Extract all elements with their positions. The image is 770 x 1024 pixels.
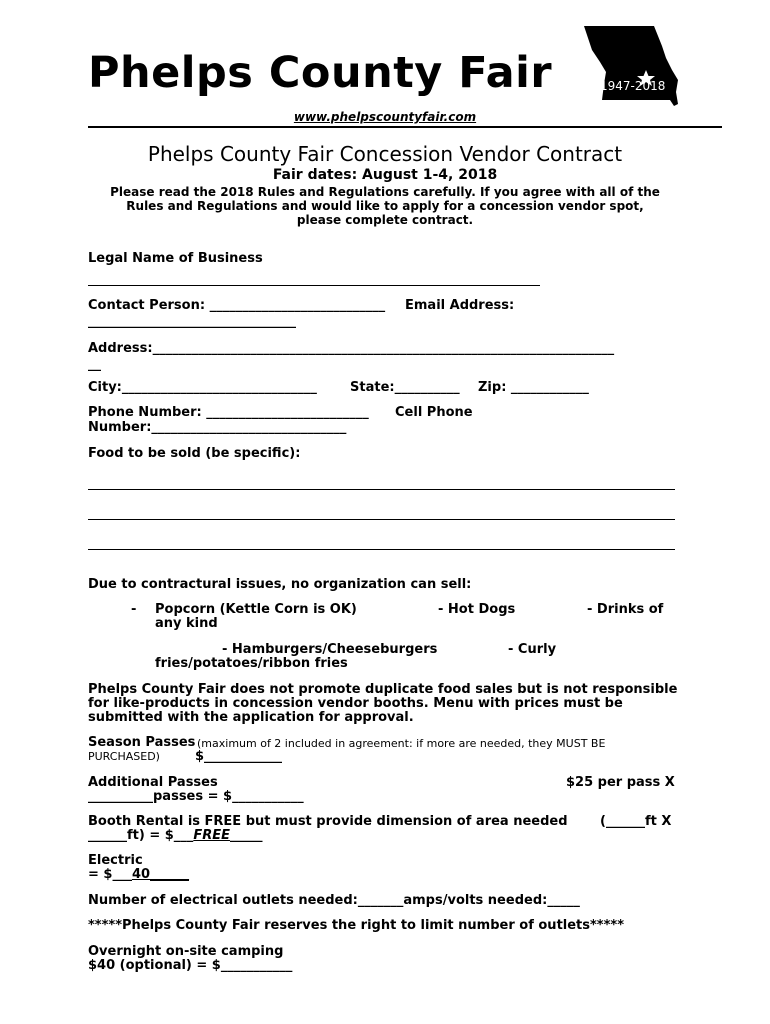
booth-dimension-line[interactable] <box>88 828 262 843</box>
legal-name-label: Legal Name of Business <box>88 251 263 266</box>
restriction-fries: fries/potatoes/ribbon fries <box>155 656 348 671</box>
electric-label: Electric <box>88 853 143 868</box>
booth-fee-tail: _____ <box>229 828 263 843</box>
missouri-map-logo <box>582 24 682 114</box>
intro-line-1: Please read the 2018 Rules and Regulations carefully. If you agree with all of the <box>110 185 660 199</box>
booth-free-value: FREE <box>193 828 230 843</box>
zip-field[interactable]: Zip: ____________ <box>478 380 589 395</box>
food-line-3[interactable] <box>88 549 675 550</box>
electric-outlets-field[interactable]: Number of electrical outlets needed:_______amps/volts needed:_____ <box>88 893 580 908</box>
cell-phone-label: Cell Phone <box>395 405 473 420</box>
restriction-hotdogs: - Hot Dogs <box>438 602 516 617</box>
years-badge: 1947-2018 <box>600 79 666 93</box>
season-passes-note: (maximum of 2 included in agreement: if more are needed, they MUST BE <box>197 737 606 750</box>
policy-line-1: Phelps County Fair does not promote duplicate food sales but is not responsible <box>88 682 678 697</box>
website-link[interactable]: www.phelpscountyfair.com <box>293 110 477 124</box>
restriction-bullet: - <box>131 602 137 617</box>
policy-line-2: for like-products in concession vendor booths. Menu with prices must be <box>88 696 623 711</box>
food-line-2[interactable] <box>88 519 675 520</box>
food-line-1[interactable] <box>88 489 675 490</box>
policy-line-3: submitted with the application for approval. <box>88 710 414 725</box>
legal-name-field[interactable] <box>88 285 540 286</box>
additional-passes-price: $25 per pass X <box>566 775 675 790</box>
fair-title: Phelps County Fair <box>88 48 553 98</box>
electric-fee-prefix: = $___ <box>88 867 132 882</box>
season-passes-label: Season Passes <box>88 735 196 750</box>
additional-passes-label: Additional Passes <box>88 775 218 790</box>
intro-line-3: please complete contract. <box>296 213 474 227</box>
booth-dimension-width[interactable]: (______ft X <box>600 814 672 829</box>
camping-label: Overnight on-site camping <box>88 944 284 959</box>
restriction-popcorn: Popcorn (Kettle Corn is OK) <box>155 602 357 617</box>
booth-dimension-depth[interactable]: ______ft) = $___ <box>88 828 194 843</box>
cell-number-field[interactable]: Number:______________________________ <box>88 420 347 435</box>
state-field[interactable]: State:__________ <box>350 380 460 395</box>
restriction-drinks-cont: any kind <box>155 616 218 631</box>
additional-passes-field[interactable]: __________passes = $___________ <box>88 789 304 804</box>
season-passes-note-2: PURCHASED) <box>88 750 160 763</box>
email-field[interactable]: ________________________________ <box>88 314 296 329</box>
restriction-curly: - Curly <box>508 642 557 657</box>
season-passes-amount[interactable]: $____________ <box>195 749 283 764</box>
address-field[interactable]: Address:_______________________________________________________________________ <box>88 341 615 356</box>
restriction-drinks: - Drinks of <box>587 602 664 617</box>
electric-fee <box>88 867 189 882</box>
intro-line-2: Rules and Regulations and would like to apply for a concession vendor spot, <box>126 199 644 213</box>
camping-fee-field[interactable]: $40 (optional) = $___________ <box>88 958 293 973</box>
food-label: Food to be sold (be specific): <box>88 446 301 461</box>
city-field[interactable]: City:______________________________ <box>88 380 317 395</box>
email-label: Email Address: <box>405 298 515 313</box>
phone-field[interactable]: Phone Number: _________________________ <box>88 405 369 420</box>
contact-person-field[interactable]: Contact Person: ___________________________ <box>88 298 386 313</box>
booth-rental-text: Booth Rental is FREE but must provide dimension of area needed <box>88 814 568 829</box>
contract-title: Phelps County Fair Concession Vendor Contract <box>147 142 623 166</box>
restrictions-heading: Due to contractural issues, no organization can sell: <box>88 577 472 592</box>
address-continuation: __ <box>88 357 101 372</box>
header-divider <box>88 126 722 128</box>
electric-fee-value: 40______ <box>131 867 190 882</box>
restriction-burgers: - Hamburgers/Cheeseburgers <box>222 642 438 657</box>
fair-dates: Fair dates: August 1-4, 2018 <box>272 167 498 183</box>
outlet-limit-notice: *****Phelps County Fair reserves the right to limit number of outlets***** <box>88 918 624 933</box>
